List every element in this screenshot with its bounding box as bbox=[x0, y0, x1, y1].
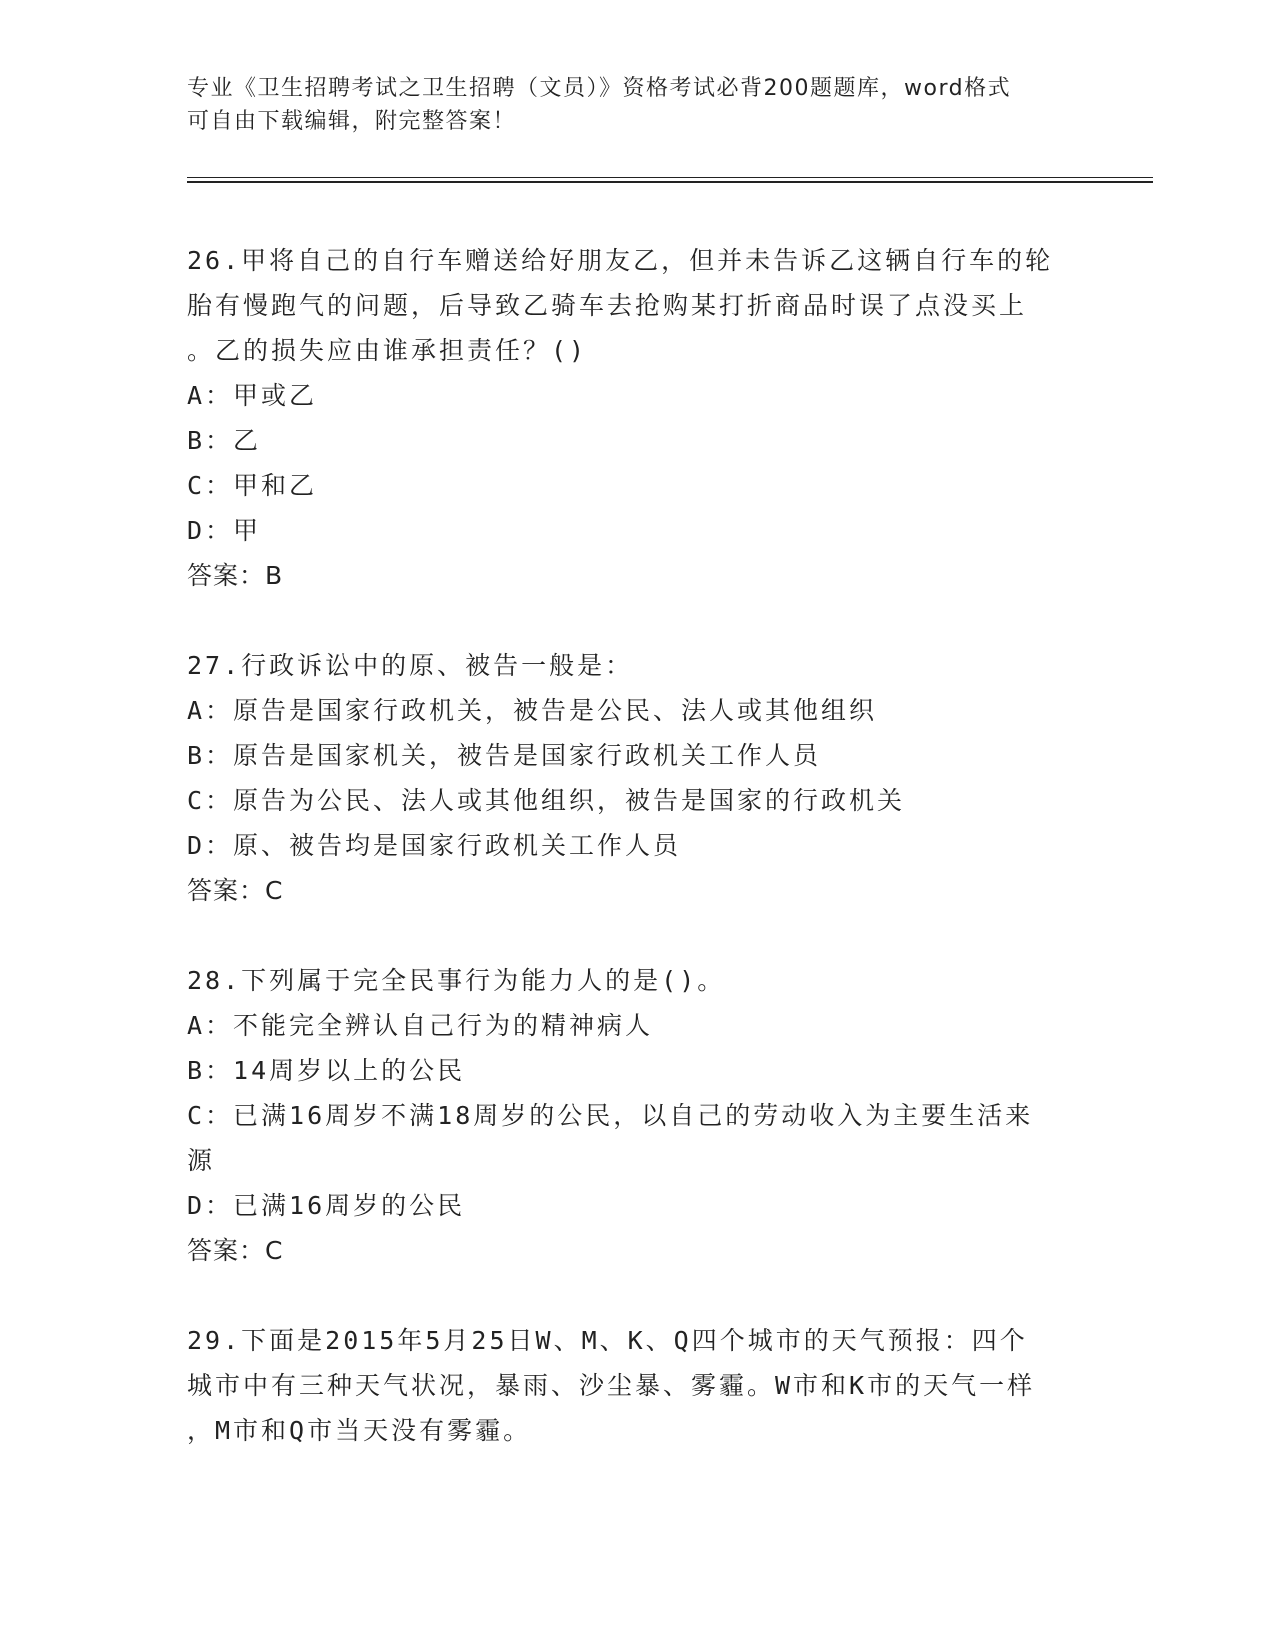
question-text-line: 城市中有三种天气状况，暴雨、沙尘暴、雾霾。W市和K市的天气一样 bbox=[187, 1371, 1036, 1400]
option-b: B：乙 bbox=[187, 426, 262, 455]
question-text-line: 胎有慢跑气的问题，后导致乙骑车去抢购某打折商品时误了点没买上 bbox=[187, 291, 1028, 320]
question-29 bbox=[187, 1318, 1107, 1453]
header-divider-thick bbox=[187, 181, 1153, 183]
header-title-line-1: 专业《卫生招聘考试之卫生招聘（文员）》资格考试必背200题题库，word格式 bbox=[187, 76, 1012, 101]
question-text-line: 27.行政诉讼中的原、被告一般是： bbox=[187, 651, 634, 680]
answer-line: 答案：C bbox=[187, 876, 284, 905]
option-c: C：已满16周岁不满18周岁的公民，以自己的劳动收入为主要生活来 bbox=[187, 1101, 1034, 1130]
question-text-line: 29.下面是2015年5月25日W、M、K、Q四个城市的天气预报：四个 bbox=[187, 1326, 1028, 1355]
question-28 bbox=[187, 958, 1107, 1273]
option-a: A：甲或乙 bbox=[187, 381, 318, 410]
option-c: C：甲和乙 bbox=[187, 471, 318, 500]
option-b: B：14周岁以上的公民 bbox=[187, 1056, 466, 1085]
answer-line: 答案：C bbox=[187, 1236, 284, 1265]
option-c-continued: 源 bbox=[187, 1146, 216, 1175]
question-27 bbox=[187, 643, 1107, 913]
header-divider-thin bbox=[187, 177, 1153, 178]
header-title-line-2: 可自由下载编辑，附完整答案！ bbox=[187, 109, 517, 134]
question-text-line: 28.下列属于完全民事行为能力人的是()。 bbox=[187, 966, 726, 995]
answer-line: 答案：B bbox=[187, 561, 284, 590]
question-list bbox=[187, 238, 1107, 1498]
option-d: D：已满16周岁的公民 bbox=[187, 1191, 466, 1220]
question-26 bbox=[187, 238, 1107, 598]
question-text-line: 26.甲将自己的自行车赠送给好朋友乙，但并未告诉乙这辆自行车的轮 bbox=[187, 246, 1054, 275]
option-d: D：原、被告均是国家行政机关工作人员 bbox=[187, 831, 682, 860]
option-d: D：甲 bbox=[187, 516, 262, 545]
option-a: A：不能完全辨认自己行为的精神病人 bbox=[187, 1011, 654, 1040]
question-text-line: 。乙的损失应由谁承担责任？() bbox=[187, 336, 588, 365]
option-b: B：原告是国家机关，被告是国家行政机关工作人员 bbox=[187, 741, 822, 770]
option-a: A：原告是国家行政机关，被告是公民、法人或其他组织 bbox=[187, 696, 878, 725]
option-c: C：原告为公民、法人或其他组织，被告是国家的行政机关 bbox=[187, 786, 906, 815]
question-text-line: ，M市和Q市当天没有雾霾。 bbox=[187, 1416, 532, 1445]
document-header bbox=[187, 72, 1067, 138]
